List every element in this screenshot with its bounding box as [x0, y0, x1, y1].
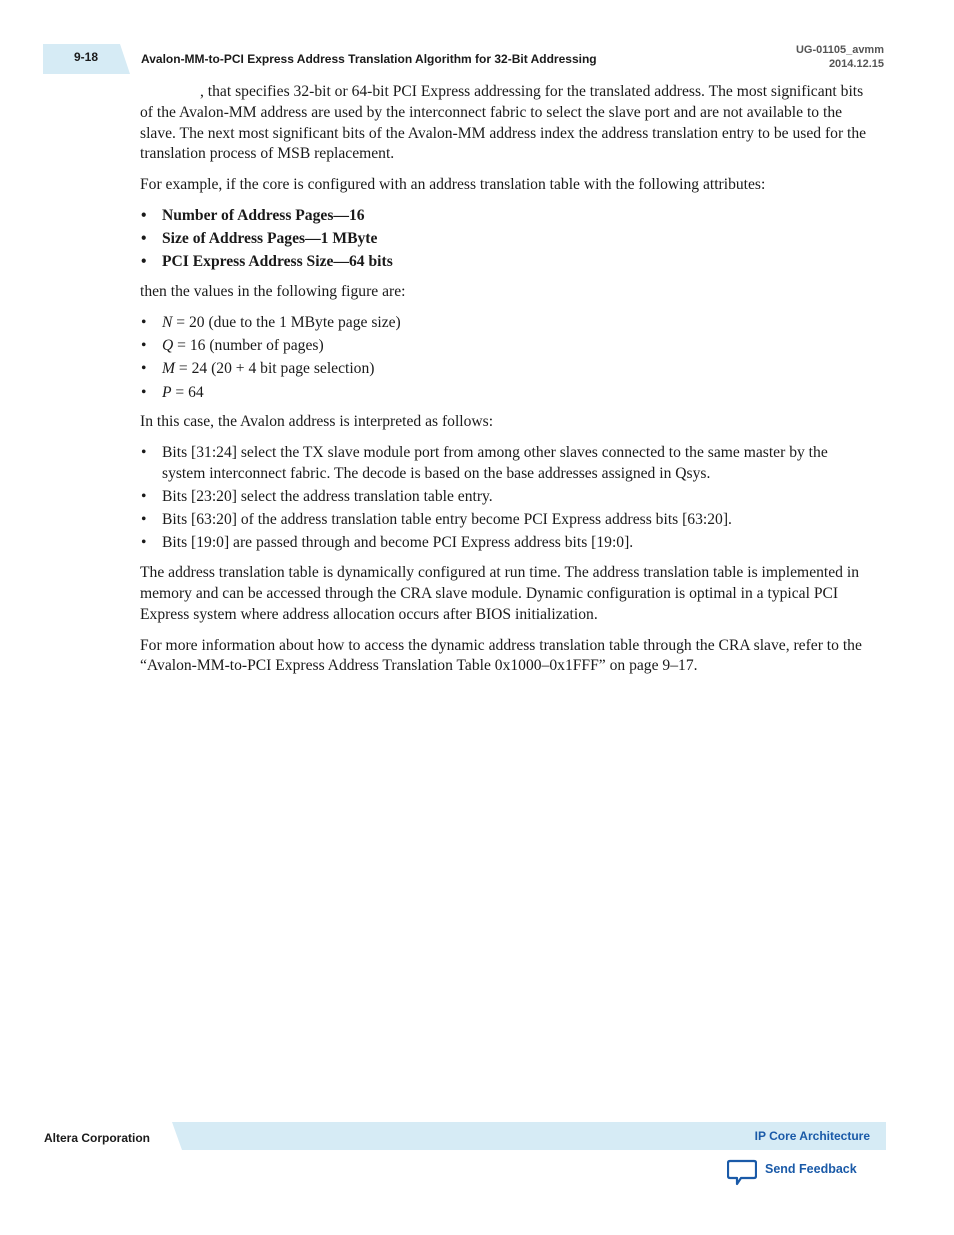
paragraph-intro: , that specifies 32-bit or 64-bit PCI Express addressing for the translated address. The most significant bits of the Avalon-MM address are used by the interconnect fabric to select the slave port and are not available to the slave. The next most significant bits of the Avalon-MM address index the address translation entry to be used for the translation process of MSB replacement.	[140, 83, 867, 163]
running-title: Avalon-MM-to-PCI Express Address Translation Algorithm for 32-Bit Addressing	[141, 52, 597, 66]
variable: M	[162, 360, 175, 378]
attribute-list	[140, 206, 870, 273]
values-list	[140, 313, 870, 403]
value-text: = 64	[171, 383, 204, 401]
list-item	[140, 383, 870, 404]
list-item: • Bits [31:24] select the TX slave module port from among other slaves connected to the same master by the system interconnect fabric. The decode is based on the base addresses assigned in Qsys.	[140, 443, 870, 485]
paragraph-interpretation: In this case, the Avalon address is interpreted as follows:	[140, 413, 494, 431]
send-feedback-label[interactable]: Send Feedback	[765, 1162, 857, 1176]
section-name: IP Core Architecture	[754, 1129, 870, 1143]
value-text: = 20 (due to the 1 MByte page size)	[172, 313, 401, 331]
body-content	[140, 82, 870, 687]
list-item: • PCI Express Address Size—64 bits	[140, 252, 870, 273]
list-item	[140, 313, 870, 334]
variable: N	[162, 313, 173, 331]
list-item: • Bits [63:20] of the address translation table entry become PCI Express address bits [63:20].	[140, 510, 870, 531]
variable: P	[162, 383, 172, 401]
paragraph-dynamic-config: The address translation table is dynamically configured at run time. The address translation table is implemented in memory and can be accessed through the CRA slave module. Dynamic configuration is optimal in a typical PCI Express system where address allocation occurs after BIOS initialization.	[140, 564, 859, 623]
speech-bubble-icon	[727, 1158, 757, 1188]
value-text: = 24 (20 + 4 bit page selection)	[175, 360, 375, 378]
page-number: 9-18	[74, 50, 99, 64]
doc-date: 2014.12.15	[828, 58, 884, 70]
doc-id: UG-01105_avmm	[795, 44, 884, 56]
value-text: = 16 (number of pages)	[173, 337, 324, 355]
list-item: • Bits [19:0] are passed through and become PCI Express address bits [19:0].	[140, 533, 870, 554]
list-item: • Bits [23:20] select the address translation table entry.	[140, 487, 870, 508]
company-name: Altera Corporation	[44, 1131, 151, 1145]
paragraph-values-intro: then the values in the following figure are:	[140, 283, 406, 301]
list-item	[140, 359, 870, 380]
list-item: • Size of Address Pages—1 MByte	[140, 229, 870, 250]
paragraph-example: For example, if the core is configured with an address translation table with the following attributes:	[140, 176, 766, 194]
variable: Q	[162, 337, 174, 355]
list-item: • Number of Address Pages—16	[140, 206, 870, 227]
bits-list	[140, 443, 870, 554]
doc-info	[796, 43, 884, 71]
send-feedback-link[interactable]	[727, 1158, 857, 1188]
list-item	[140, 336, 870, 357]
paragraph-more-info: For more information about how to access the dynamic address translation table through the CRA slave, refer to the “Avalon-MM-to-PCI Express Address Translation Table 0x1000–0x1FFF” on page 9–17.	[140, 636, 862, 675]
